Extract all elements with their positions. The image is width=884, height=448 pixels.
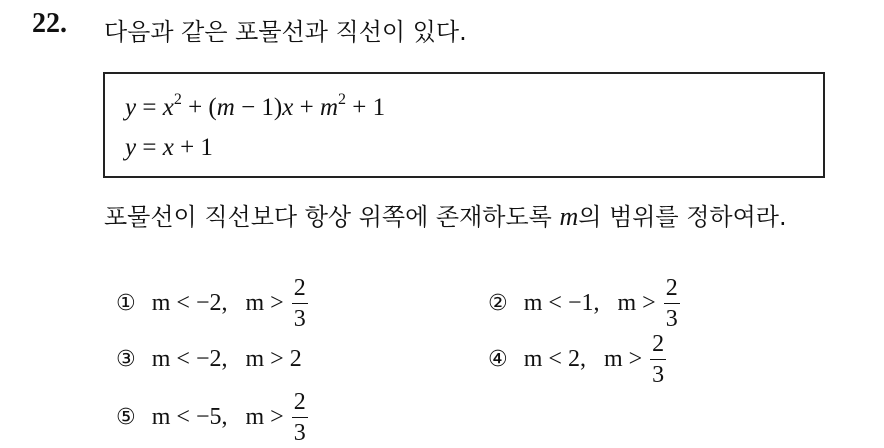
line-equation: y = x + 1 <box>125 134 213 161</box>
choice-1[interactable] <box>116 276 308 331</box>
fraction-denominator: 3 <box>293 420 306 446</box>
choice-mark: ③ <box>116 347 136 372</box>
choice-mark: ① <box>116 291 136 316</box>
question-stem: 다음과 같은 포물선과 직선이 있다. <box>104 18 467 46</box>
fraction-numerator: 2 <box>293 389 306 415</box>
choice-condition-a: m < −2, <box>151 346 228 372</box>
fraction-denominator: 3 <box>652 362 665 388</box>
choice-mark: ⑤ <box>116 405 136 430</box>
choice-condition-a: m < −5, <box>151 404 228 430</box>
choice-5[interactable] <box>116 390 308 445</box>
fraction-denominator: 3 <box>293 306 306 332</box>
fraction <box>664 276 680 331</box>
choice-3[interactable] <box>116 346 302 373</box>
choice-mark: ④ <box>488 347 508 372</box>
question-prompt <box>104 197 787 232</box>
fraction <box>650 332 666 387</box>
fraction-numerator: 2 <box>652 331 665 357</box>
choice-condition-a: m < 2, <box>523 346 586 372</box>
choice-condition-b: m > 2 <box>245 346 302 372</box>
prompt-variable: m <box>559 202 579 231</box>
choice-condition-b: m > <box>603 346 643 372</box>
question-number: 22. <box>32 8 67 39</box>
choice-mark: ② <box>488 291 508 316</box>
choice-condition-b: m > <box>617 290 656 316</box>
fraction-denominator: 3 <box>665 306 678 332</box>
fraction-numerator: 2 <box>665 275 678 301</box>
choice-condition-a: m < −2, <box>151 290 228 316</box>
choice-4[interactable] <box>488 332 666 387</box>
equation-box <box>103 72 825 178</box>
fraction <box>292 276 308 331</box>
choice-condition-b: m > <box>245 290 284 316</box>
choice-condition-a: m < −1, <box>523 290 600 316</box>
choice-condition-b: m > <box>245 404 284 430</box>
prompt-text-after: 의 범위를 정하여라. <box>578 203 787 231</box>
prompt-text-before: 포물선이 직선보다 항상 위쪽에 존재하도록 <box>104 203 552 231</box>
fraction <box>292 390 308 445</box>
parabola-equation: $y = x^2 + (m - 1)x + m^2 + 1$ <box>125 91 386 121</box>
fraction-numerator: 2 <box>293 275 306 301</box>
choice-2[interactable] <box>488 276 680 331</box>
